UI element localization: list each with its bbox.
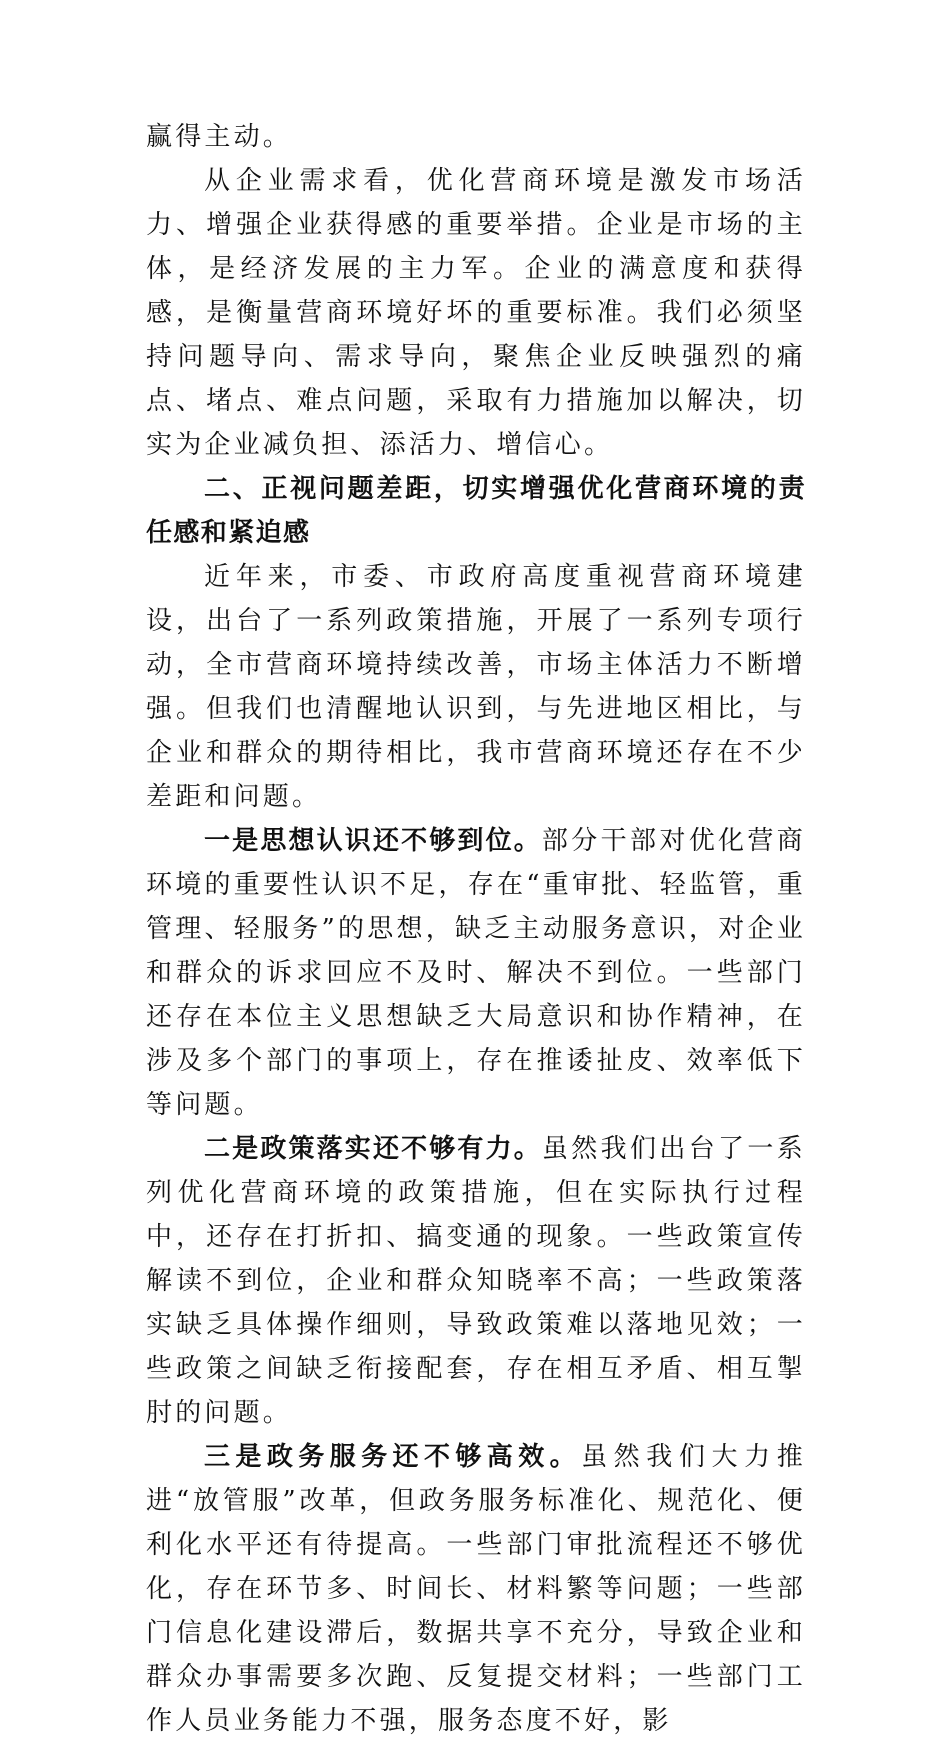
issue-one-lead: 一是思想认识还不够到位。 [204,826,542,856]
paragraph-issue-two [146,1127,806,1435]
issue-three-lead: 三是政务服务还不够高效。 [204,1442,582,1472]
issue-two-lead: 二是政策落实还不够有力。 [204,1134,542,1164]
issue-two-text: 虽然我们出台了一系列优化营商环境的政策措施，但在实际执行过程中，还存在打折扣、搞变通的现象。一些政策宣传解读不到位，企业和群众知晓率不高；一些政策落实缺乏具体操作细则，导致政策难以落地见效；一些政策之间缺乏衔接配套，存在相互矛盾、相互掣肘的问题。 [146,1134,806,1428]
section-two-heading: 二、正视问题差距，切实增强优化营商环境的责任感和紧迫感 [146,474,806,548]
paragraph-issue-three [146,1435,806,1743]
document-page [146,115,806,1743]
issue-one-text: 部分干部对优化营商环境的重要性认识不足，存在“重审批、轻监管，重管理、轻服务”的思想，缺乏主动服务意识，对企业和群众的诉求回应不及时、解决不到位。一些部门还存在本位主义思想缺乏大局意识和协作精神，在涉及多个部门的事项上，存在推诿扯皮、效率低下等问题。 [146,826,806,1120]
paragraph-issue-one [146,819,806,1127]
issue-three-text: 虽然我们大力推进“放管服”改革，但政务服务标准化、规范化、便利化水平还有待提高。一些部门审批流程还不够优化，存在环节多、时间长、材料繁等问题；一些部门信息化建设滞后，数据共享不充分，导致企业和群众办事需要多次跑、反复提交材料；一些部门工作人员业务能力不强，服务态度不好，影 [146,1442,806,1736]
paragraph-continuation: 赢得主动。 [146,122,293,152]
paragraph-intro: 近年来，市委、市政府高度重视营商环境建设，出台了一系列政策措施，开展了一系列专项行动，全市营商环境持续改善，市场主体活力不断增强。但我们也清醒地认识到，与先进地区相比，与企业和群众的期待相比，我市营商环境还存在不少差距和问题。 [146,562,806,812]
paragraph-enterprise-demand: 从企业需求看，优化营商环境是激发市场活力、增强企业获得感的重要举措。企业是市场的主体，是经济发展的主力军。企业的满意度和获得感，是衡量营商环境好坏的重要标准。我们必须坚持问题导向、需求导向，聚焦企业反映强烈的痛点、堵点、难点问题，采取有力措施加以解决，切实为企业减负担、添活力、增信心。 [146,166,806,460]
